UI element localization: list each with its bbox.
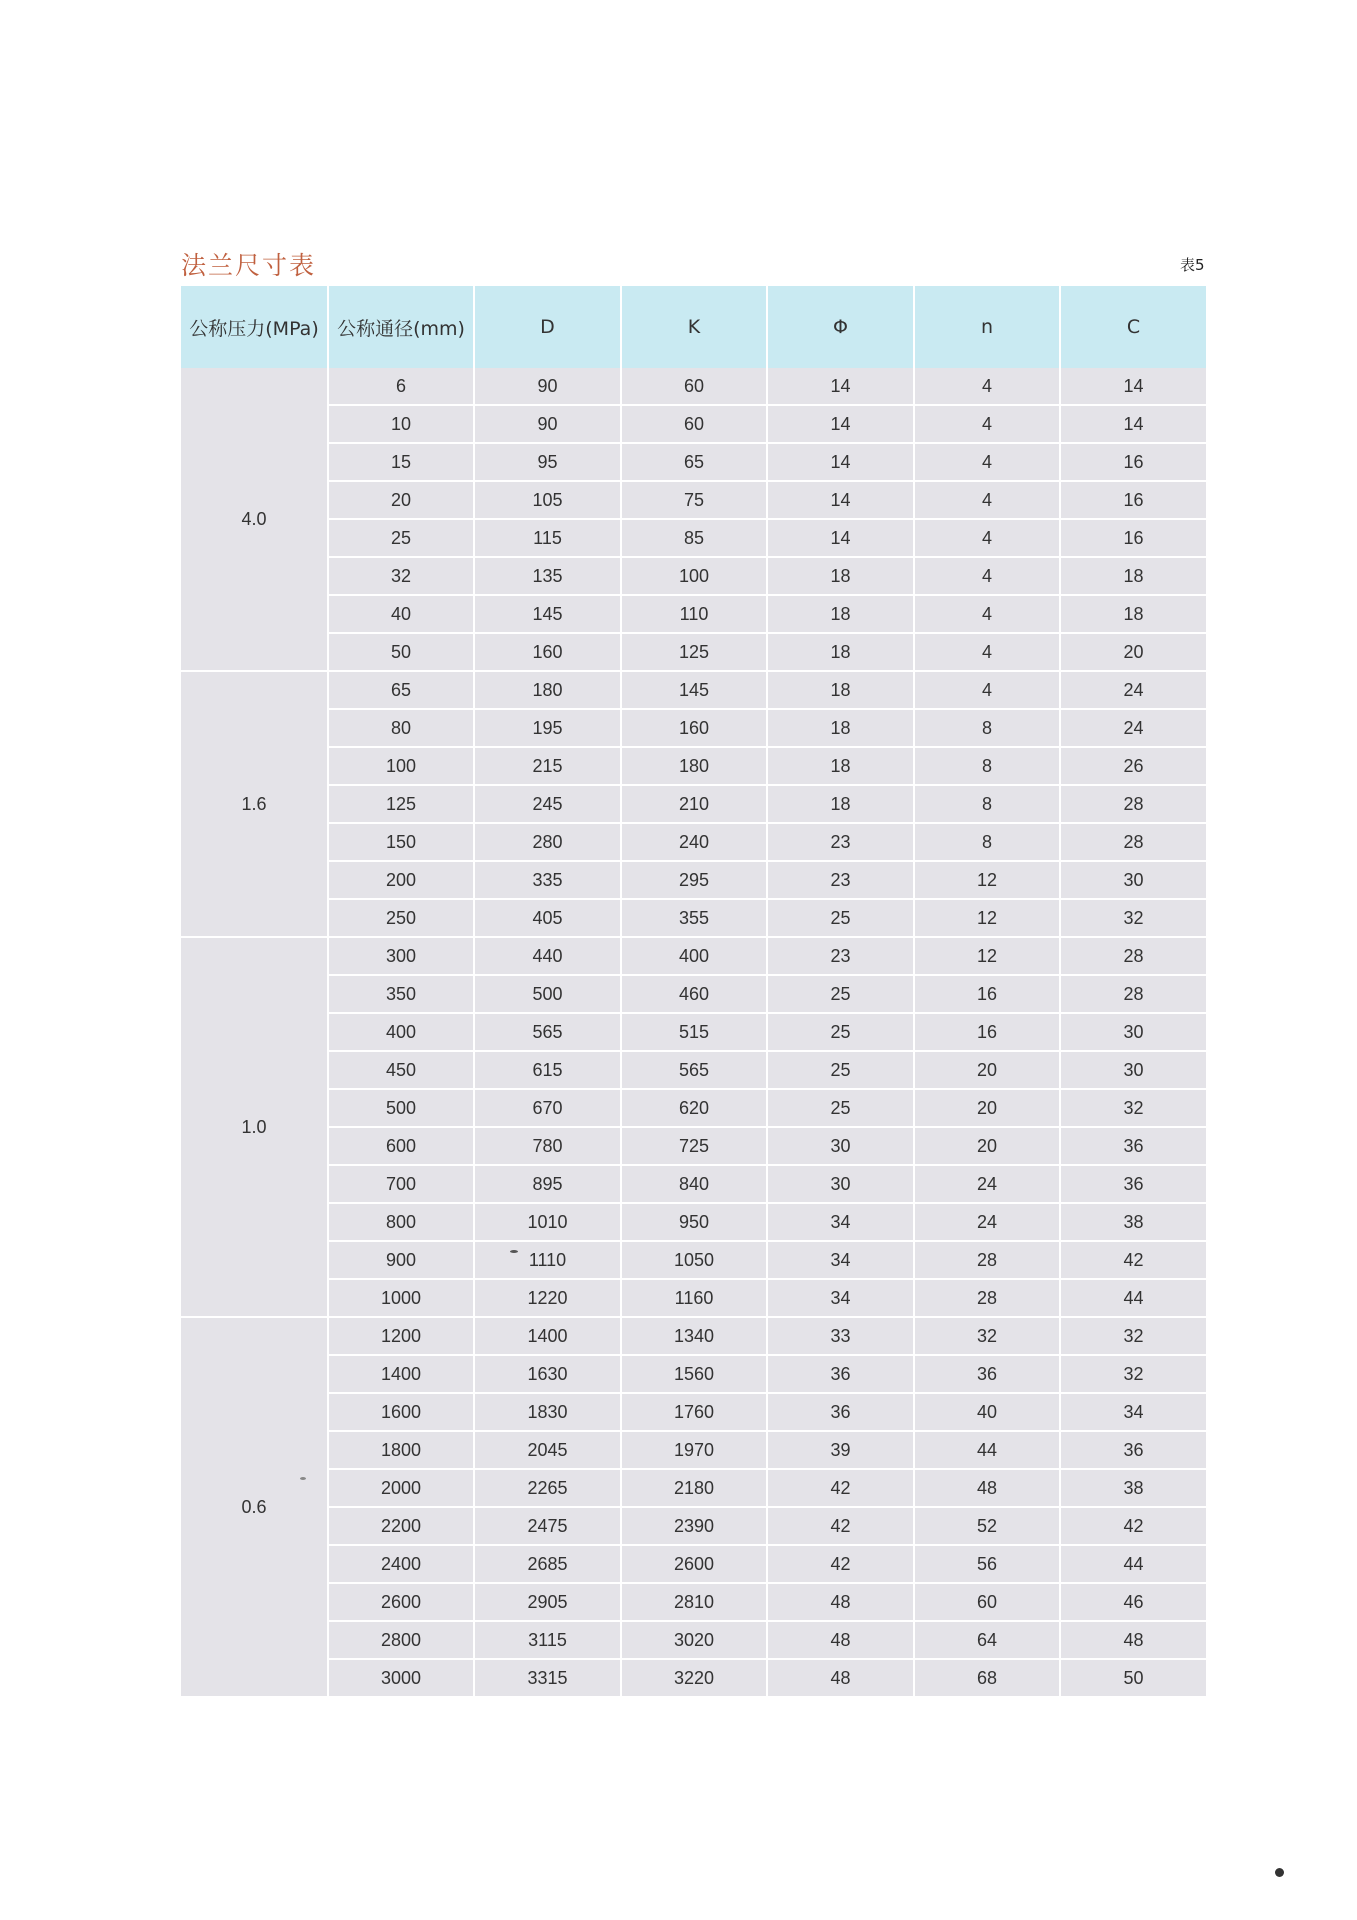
phi-cell: 23: [767, 823, 914, 861]
k-cell: 725: [621, 1127, 767, 1165]
table-row: [181, 1241, 1206, 1279]
pressure-group-cell: 1.0: [181, 937, 328, 1317]
c-cell: 42: [1060, 1507, 1206, 1545]
phi-cell: 18: [767, 785, 914, 823]
phi-cell: 18: [767, 633, 914, 671]
nominal-diameter-cell: 10: [328, 405, 474, 443]
d-cell: 3315: [474, 1659, 621, 1697]
k-cell: 3220: [621, 1659, 767, 1697]
d-cell: 2685: [474, 1545, 621, 1583]
k-cell: 1160: [621, 1279, 767, 1317]
d-cell: 215: [474, 747, 621, 785]
nominal-diameter-cell: 20: [328, 481, 474, 519]
k-cell: 565: [621, 1051, 767, 1089]
table-row: [181, 1659, 1206, 1697]
nominal-diameter-cell: 450: [328, 1051, 474, 1089]
nominal-diameter-cell: 40: [328, 595, 474, 633]
table-row: [181, 785, 1206, 823]
phi-cell: 18: [767, 709, 914, 747]
table-number: 表5: [1180, 256, 1205, 274]
phi-cell: 25: [767, 975, 914, 1013]
nominal-diameter-cell: 32: [328, 557, 474, 595]
d-cell: 335: [474, 861, 621, 899]
n-cell: 4: [914, 443, 1060, 481]
n-cell: 36: [914, 1355, 1060, 1393]
d-cell: 105: [474, 481, 621, 519]
n-cell: 44: [914, 1431, 1060, 1469]
table-row: [181, 633, 1206, 671]
k-cell: 125: [621, 633, 767, 671]
d-cell: 2905: [474, 1583, 621, 1621]
phi-cell: 25: [767, 899, 914, 937]
phi-cell: 14: [767, 443, 914, 481]
phi-cell: 18: [767, 557, 914, 595]
nominal-diameter-cell: 400: [328, 1013, 474, 1051]
n-cell: 24: [914, 1203, 1060, 1241]
header-c: C: [1060, 286, 1206, 368]
c-cell: 28: [1060, 785, 1206, 823]
phi-cell: 48: [767, 1583, 914, 1621]
c-cell: 38: [1060, 1203, 1206, 1241]
phi-cell: 42: [767, 1545, 914, 1583]
table-row: [181, 1583, 1206, 1621]
scan-speck: [300, 1477, 306, 1480]
n-cell: 20: [914, 1089, 1060, 1127]
d-cell: 780: [474, 1127, 621, 1165]
c-cell: 14: [1060, 405, 1206, 443]
k-cell: 2810: [621, 1583, 767, 1621]
phi-cell: 36: [767, 1393, 914, 1431]
phi-cell: 42: [767, 1507, 914, 1545]
n-cell: 24: [914, 1165, 1060, 1203]
c-cell: 44: [1060, 1279, 1206, 1317]
table-row: [181, 405, 1206, 443]
table-row: [181, 1127, 1206, 1165]
nominal-diameter-cell: 65: [328, 671, 474, 709]
nominal-diameter-cell: 250: [328, 899, 474, 937]
table-header-row: [181, 286, 1206, 368]
k-cell: 65: [621, 443, 767, 481]
nominal-diameter-cell: 150: [328, 823, 474, 861]
nominal-diameter-cell: 100: [328, 747, 474, 785]
phi-cell: 14: [767, 519, 914, 557]
k-cell: 240: [621, 823, 767, 861]
nominal-diameter-cell: 15: [328, 443, 474, 481]
c-cell: 14: [1060, 368, 1206, 405]
n-cell: 52: [914, 1507, 1060, 1545]
c-cell: 32: [1060, 899, 1206, 937]
d-cell: 90: [474, 405, 621, 443]
n-cell: 4: [914, 481, 1060, 519]
c-cell: 20: [1060, 633, 1206, 671]
c-cell: 48: [1060, 1621, 1206, 1659]
d-cell: 180: [474, 671, 621, 709]
c-cell: 44: [1060, 1545, 1206, 1583]
nominal-diameter-cell: 2600: [328, 1583, 474, 1621]
d-cell: 280: [474, 823, 621, 861]
table-row: [181, 368, 1206, 405]
nominal-diameter-cell: 1600: [328, 1393, 474, 1431]
n-cell: 16: [914, 1013, 1060, 1051]
nominal-diameter-cell: 800: [328, 1203, 474, 1241]
c-cell: 34: [1060, 1393, 1206, 1431]
header-d: D: [474, 286, 621, 368]
c-cell: 36: [1060, 1165, 1206, 1203]
d-cell: 565: [474, 1013, 621, 1051]
nominal-diameter-cell: 200: [328, 861, 474, 899]
k-cell: 1560: [621, 1355, 767, 1393]
nominal-diameter-cell: 80: [328, 709, 474, 747]
k-cell: 85: [621, 519, 767, 557]
c-cell: 30: [1060, 861, 1206, 899]
nominal-diameter-cell: 1400: [328, 1355, 474, 1393]
phi-cell: 48: [767, 1659, 914, 1697]
c-cell: 28: [1060, 937, 1206, 975]
phi-cell: 14: [767, 368, 914, 405]
d-cell: 1400: [474, 1317, 621, 1355]
d-cell: 195: [474, 709, 621, 747]
k-cell: 160: [621, 709, 767, 747]
nominal-diameter-cell: 2200: [328, 1507, 474, 1545]
header-phi: Φ: [767, 286, 914, 368]
k-cell: 2180: [621, 1469, 767, 1507]
c-cell: 16: [1060, 519, 1206, 557]
d-cell: 160: [474, 633, 621, 671]
table-row: [181, 747, 1206, 785]
phi-cell: 25: [767, 1051, 914, 1089]
table-row: [181, 1621, 1206, 1659]
page-title: 法兰尺寸表: [181, 251, 317, 280]
n-cell: 4: [914, 405, 1060, 443]
phi-cell: 39: [767, 1431, 914, 1469]
n-cell: 56: [914, 1545, 1060, 1583]
d-cell: 405: [474, 899, 621, 937]
phi-cell: 48: [767, 1621, 914, 1659]
nominal-diameter-cell: 25: [328, 519, 474, 557]
table-row: [181, 861, 1206, 899]
table-row: [181, 1165, 1206, 1203]
c-cell: 36: [1060, 1431, 1206, 1469]
n-cell: 8: [914, 709, 1060, 747]
c-cell: 50: [1060, 1659, 1206, 1697]
d-cell: 1010: [474, 1203, 621, 1241]
d-cell: 440: [474, 937, 621, 975]
n-cell: 60: [914, 1583, 1060, 1621]
table-row: [181, 481, 1206, 519]
scan-speck: [1275, 1868, 1284, 1877]
nominal-diameter-cell: 6: [328, 368, 474, 405]
table-row: [181, 557, 1206, 595]
table-row: [181, 1089, 1206, 1127]
nominal-diameter-cell: 50: [328, 633, 474, 671]
n-cell: 40: [914, 1393, 1060, 1431]
nominal-diameter-cell: 1800: [328, 1431, 474, 1469]
nominal-diameter-cell: 600: [328, 1127, 474, 1165]
n-cell: 68: [914, 1659, 1060, 1697]
phi-cell: 34: [767, 1241, 914, 1279]
c-cell: 46: [1060, 1583, 1206, 1621]
d-cell: 1630: [474, 1355, 621, 1393]
nominal-diameter-cell: 125: [328, 785, 474, 823]
table-body: [181, 368, 1206, 1697]
c-cell: 38: [1060, 1469, 1206, 1507]
n-cell: 16: [914, 975, 1060, 1013]
pressure-group-cell: 4.0: [181, 368, 328, 671]
n-cell: 12: [914, 899, 1060, 937]
nominal-diameter-cell: 3000: [328, 1659, 474, 1697]
c-cell: 32: [1060, 1089, 1206, 1127]
table-row: [181, 1279, 1206, 1317]
n-cell: 28: [914, 1279, 1060, 1317]
c-cell: 26: [1060, 747, 1206, 785]
d-cell: 115: [474, 519, 621, 557]
phi-cell: 14: [767, 405, 914, 443]
phi-cell: 30: [767, 1127, 914, 1165]
k-cell: 1760: [621, 1393, 767, 1431]
phi-cell: 25: [767, 1089, 914, 1127]
nominal-diameter-cell: 300: [328, 937, 474, 975]
d-cell: 895: [474, 1165, 621, 1203]
nominal-diameter-cell: 1000: [328, 1279, 474, 1317]
phi-cell: 30: [767, 1165, 914, 1203]
pressure-group-cell: 1.6: [181, 671, 328, 937]
d-cell: 1220: [474, 1279, 621, 1317]
phi-cell: 23: [767, 937, 914, 975]
d-cell: 245: [474, 785, 621, 823]
n-cell: 20: [914, 1051, 1060, 1089]
k-cell: 100: [621, 557, 767, 595]
k-cell: 950: [621, 1203, 767, 1241]
d-cell: 670: [474, 1089, 621, 1127]
d-cell: 2045: [474, 1431, 621, 1469]
c-cell: 42: [1060, 1241, 1206, 1279]
nominal-diameter-cell: 900: [328, 1241, 474, 1279]
c-cell: 32: [1060, 1317, 1206, 1355]
n-cell: 28: [914, 1241, 1060, 1279]
phi-cell: 18: [767, 747, 914, 785]
c-cell: 28: [1060, 823, 1206, 861]
table-row: [181, 1507, 1206, 1545]
table-row: [181, 671, 1206, 709]
nominal-diameter-cell: 700: [328, 1165, 474, 1203]
table-row: [181, 1203, 1206, 1241]
d-cell: 90: [474, 368, 621, 405]
n-cell: 32: [914, 1317, 1060, 1355]
k-cell: 620: [621, 1089, 767, 1127]
table-row: [181, 899, 1206, 937]
table-row: [181, 1051, 1206, 1089]
d-cell: 500: [474, 975, 621, 1013]
table-row: [181, 443, 1206, 481]
nominal-diameter-cell: 2400: [328, 1545, 474, 1583]
phi-cell: 34: [767, 1279, 914, 1317]
phi-cell: 34: [767, 1203, 914, 1241]
nominal-diameter-cell: 1200: [328, 1317, 474, 1355]
table-row: [181, 1469, 1206, 1507]
n-cell: 8: [914, 823, 1060, 861]
n-cell: 12: [914, 861, 1060, 899]
n-cell: 4: [914, 368, 1060, 405]
phi-cell: 14: [767, 481, 914, 519]
k-cell: 355: [621, 899, 767, 937]
nominal-diameter-cell: 2800: [328, 1621, 474, 1659]
c-cell: 30: [1060, 1051, 1206, 1089]
table-row: [181, 1545, 1206, 1583]
k-cell: 400: [621, 937, 767, 975]
table-row: [181, 709, 1206, 747]
phi-cell: 23: [767, 861, 914, 899]
d-cell: 2265: [474, 1469, 621, 1507]
k-cell: 145: [621, 671, 767, 709]
phi-cell: 18: [767, 595, 914, 633]
n-cell: 4: [914, 671, 1060, 709]
n-cell: 12: [914, 937, 1060, 975]
d-cell: 2475: [474, 1507, 621, 1545]
k-cell: 1050: [621, 1241, 767, 1279]
table-row: [181, 937, 1206, 975]
phi-cell: 42: [767, 1469, 914, 1507]
pressure-group-cell: 0.6: [181, 1317, 328, 1697]
c-cell: 24: [1060, 671, 1206, 709]
header-k: K: [621, 286, 767, 368]
phi-cell: 36: [767, 1355, 914, 1393]
flange-dimension-table: [181, 286, 1206, 1698]
table-row: [181, 1431, 1206, 1469]
scan-speck: [510, 1250, 518, 1253]
c-cell: 18: [1060, 557, 1206, 595]
k-cell: 295: [621, 861, 767, 899]
k-cell: 2390: [621, 1507, 767, 1545]
table-row: [181, 595, 1206, 633]
k-cell: 840: [621, 1165, 767, 1203]
c-cell: 16: [1060, 481, 1206, 519]
nominal-diameter-cell: 500: [328, 1089, 474, 1127]
k-cell: 460: [621, 975, 767, 1013]
k-cell: 75: [621, 481, 767, 519]
k-cell: 2600: [621, 1545, 767, 1583]
n-cell: 4: [914, 633, 1060, 671]
d-cell: 615: [474, 1051, 621, 1089]
n-cell: 8: [914, 785, 1060, 823]
d-cell: 3115: [474, 1621, 621, 1659]
d-cell: 95: [474, 443, 621, 481]
d-cell: 1830: [474, 1393, 621, 1431]
n-cell: 8: [914, 747, 1060, 785]
nominal-diameter-cell: 2000: [328, 1469, 474, 1507]
header-nominal-diameter: 公称通径(mm): [328, 286, 474, 368]
k-cell: 1340: [621, 1317, 767, 1355]
d-cell: 135: [474, 557, 621, 595]
k-cell: 515: [621, 1013, 767, 1051]
c-cell: 28: [1060, 975, 1206, 1013]
header-n: n: [914, 286, 1060, 368]
c-cell: 16: [1060, 443, 1206, 481]
k-cell: 60: [621, 368, 767, 405]
n-cell: 4: [914, 519, 1060, 557]
c-cell: 30: [1060, 1013, 1206, 1051]
n-cell: 48: [914, 1469, 1060, 1507]
table-row: [181, 1317, 1206, 1355]
k-cell: 60: [621, 405, 767, 443]
n-cell: 4: [914, 595, 1060, 633]
table-row: [181, 1355, 1206, 1393]
phi-cell: 18: [767, 671, 914, 709]
c-cell: 36: [1060, 1127, 1206, 1165]
table-row: [181, 1393, 1206, 1431]
d-cell: 145: [474, 595, 621, 633]
n-cell: 4: [914, 557, 1060, 595]
k-cell: 3020: [621, 1621, 767, 1659]
k-cell: 1970: [621, 1431, 767, 1469]
header-nominal-pressure: 公称压力(MPa): [181, 286, 328, 368]
table-row: [181, 519, 1206, 557]
k-cell: 180: [621, 747, 767, 785]
table-row: [181, 975, 1206, 1013]
nominal-diameter-cell: 350: [328, 975, 474, 1013]
n-cell: 20: [914, 1127, 1060, 1165]
k-cell: 110: [621, 595, 767, 633]
n-cell: 64: [914, 1621, 1060, 1659]
k-cell: 210: [621, 785, 767, 823]
table-row: [181, 1013, 1206, 1051]
phi-cell: 33: [767, 1317, 914, 1355]
d-cell: 1110: [474, 1241, 621, 1279]
c-cell: 24: [1060, 709, 1206, 747]
c-cell: 32: [1060, 1355, 1206, 1393]
table-row: [181, 823, 1206, 861]
c-cell: 18: [1060, 595, 1206, 633]
phi-cell: 25: [767, 1013, 914, 1051]
